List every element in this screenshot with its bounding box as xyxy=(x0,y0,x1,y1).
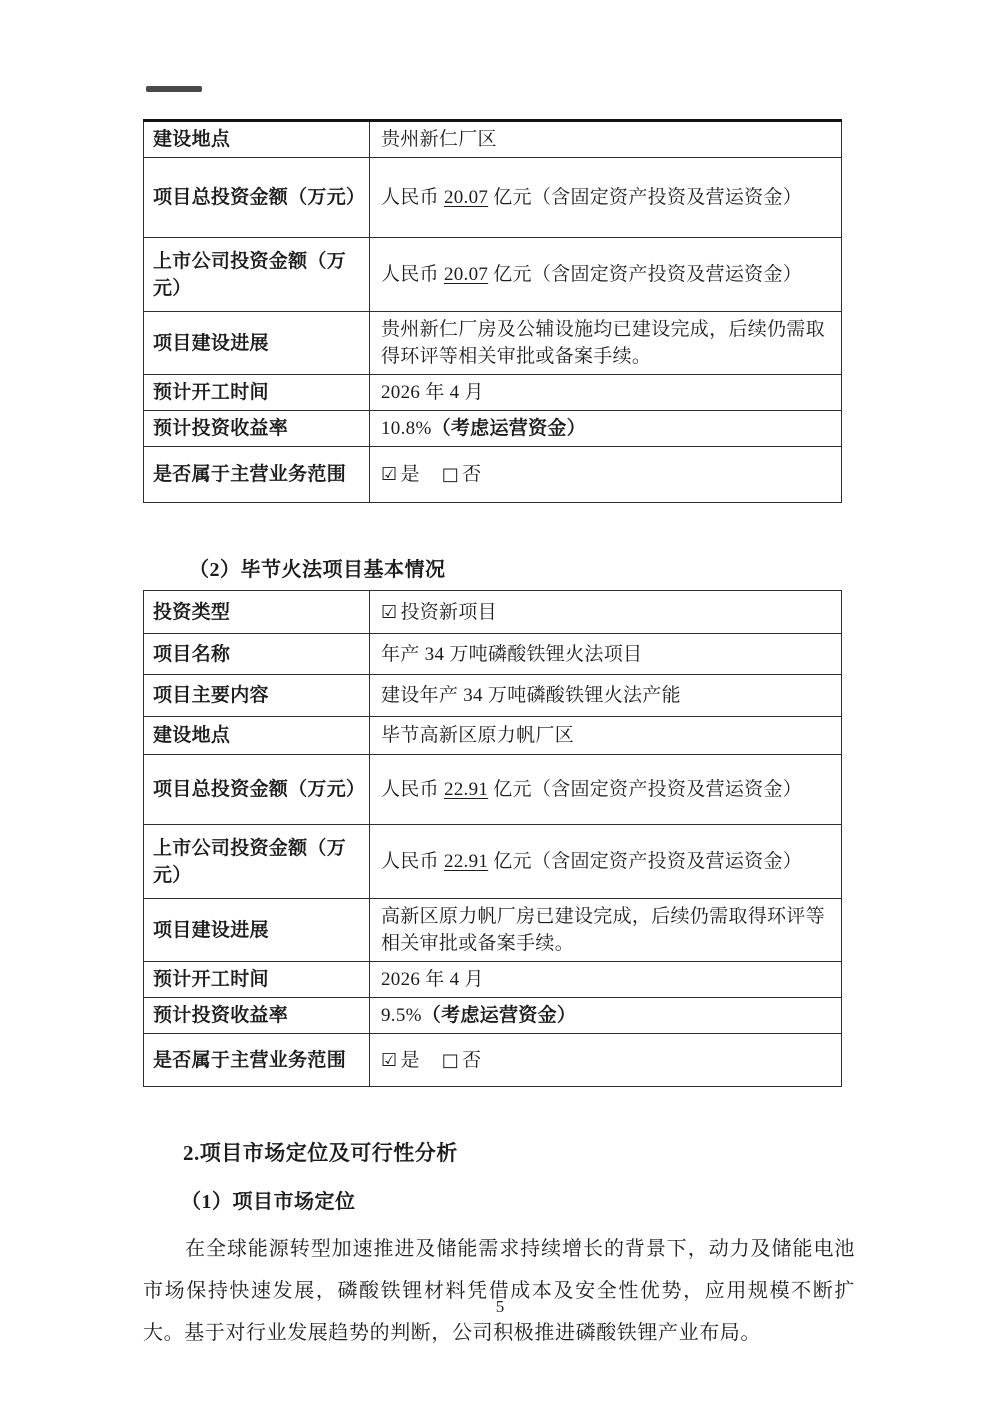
page-content xyxy=(143,119,855,1354)
row-label: 项目主要内容 xyxy=(144,675,370,717)
row-label: 预计投资收益率 xyxy=(144,998,370,1034)
subsection-heading-market-positioning: （1）项目市场定位 xyxy=(181,1191,356,1213)
row-value: 贵州新仁厂区 xyxy=(370,121,842,158)
table-row-construction-site xyxy=(144,717,842,755)
money-suffix: 亿元（含固定资产投资及营运资金） xyxy=(488,264,803,285)
row-value xyxy=(370,411,842,447)
table-row-expected-return xyxy=(144,998,842,1034)
section-heading-market-positioning-analysis: 2.项目市场定位及可行性分析 xyxy=(183,1141,458,1165)
percent-value: 9.5% xyxy=(381,1005,422,1026)
table-row-construction-site xyxy=(144,121,842,158)
money-amount-underlined: 22.91 xyxy=(443,779,489,800)
checkbox-unchecked-icon: □ xyxy=(441,464,460,485)
row-value xyxy=(370,238,842,312)
yes-option-label: 是 xyxy=(400,1049,420,1071)
money-suffix: 亿元（含固定资产投资及营运资金） xyxy=(488,851,803,872)
checkbox-checked-icon: ☑ xyxy=(381,601,398,623)
row-value xyxy=(370,591,842,634)
body-paragraph: 在全球能源转型加速推进及储能需求持续增长的背景下，动力及储能电池市场保持快速发展，磷酸铁锂材料凭借成本及安全性优势，应用规模不断扩大。基于对行业发展趋势的判断，公司积极推进磷酸铁锂产业布局。 xyxy=(143,1238,855,1344)
row-value xyxy=(370,447,842,503)
project-table-guizhou-xinren xyxy=(143,119,842,503)
row-label: 预计开工时间 xyxy=(144,962,370,998)
table-row-investment-type xyxy=(144,591,842,634)
row-label: 项目名称 xyxy=(144,634,370,675)
row-label: 项目总投资金额（万元） xyxy=(144,755,370,825)
row-label: 是否属于主营业务范围 xyxy=(144,447,370,503)
percent-note: （考虑运营资金） xyxy=(431,418,586,439)
row-value: 2026 年 4 月 xyxy=(370,962,842,998)
no-option-label: 否 xyxy=(462,1049,482,1071)
row-value: 年产 34 万吨磷酸铁锂火法项目 xyxy=(370,634,842,675)
table-row-listed-company-investment xyxy=(144,825,842,899)
row-value xyxy=(370,755,842,825)
row-label: 上市公司投资金额（万元） xyxy=(144,238,370,312)
row-label: 建设地点 xyxy=(144,717,370,755)
table-row-main-business-scope xyxy=(144,1034,842,1087)
checkbox-unchecked-icon: □ xyxy=(441,1049,460,1071)
money-prefix: 人民币 xyxy=(381,779,444,800)
money-amount-underlined: 20.07 xyxy=(443,187,489,208)
row-label: 建设地点 xyxy=(144,121,370,158)
money-prefix: 人民币 xyxy=(381,187,444,208)
row-value xyxy=(370,158,842,238)
table-row-construction-progress xyxy=(144,312,842,375)
project-table-bijie-huofa xyxy=(143,590,842,1087)
money-amount-underlined: 20.07 xyxy=(443,264,489,285)
table-row-expected-return xyxy=(144,411,842,447)
yes-option-label: 是 xyxy=(400,464,420,485)
percent-value: 10.8% xyxy=(381,418,432,439)
row-value xyxy=(370,998,842,1034)
row-label: 预计投资收益率 xyxy=(144,411,370,447)
row-label: 上市公司投资金额（万元） xyxy=(144,825,370,899)
checkbox-checked-icon: ☑ xyxy=(381,1049,398,1071)
investment-type-text: 投资新项目 xyxy=(400,601,497,623)
table-row-listed-company-investment xyxy=(144,238,842,312)
checkbox-checked-icon: ☑ xyxy=(381,464,398,485)
money-amount-underlined: 22.91 xyxy=(443,851,489,872)
money-suffix: 亿元（含固定资产投资及营运资金） xyxy=(488,187,803,208)
row-label: 是否属于主营业务范围 xyxy=(144,1034,370,1087)
scan-artifact-mark xyxy=(146,86,202,92)
table-row-project-main-content xyxy=(144,675,842,717)
table-row-start-date xyxy=(144,375,842,411)
table-row-project-name xyxy=(144,634,842,675)
row-value: 毕节高新区原力帆厂区 xyxy=(370,717,842,755)
row-value xyxy=(370,1034,842,1087)
table-row-total-investment xyxy=(144,755,842,825)
table-row-total-investment xyxy=(144,158,842,238)
row-value: 建设年产 34 万吨磷酸铁锂火法产能 xyxy=(370,675,842,717)
row-value xyxy=(370,825,842,899)
table2-heading: （2）毕节火法项目基本情况 xyxy=(189,559,446,581)
row-label: 项目总投资金额（万元） xyxy=(144,158,370,238)
row-value: 2026 年 4 月 xyxy=(370,375,842,411)
row-label: 预计开工时间 xyxy=(144,375,370,411)
percent-note: （考虑运营资金） xyxy=(421,1005,577,1026)
row-label: 项目建设进展 xyxy=(144,312,370,375)
row-label: 投资类型 xyxy=(144,591,370,634)
row-label: 项目建设进展 xyxy=(144,899,370,962)
row-value: 高新区原力帆厂房已建设完成，后续仍需取得环评等相关审批或备案手续。 xyxy=(370,899,842,962)
page-number: 5 xyxy=(495,1297,505,1316)
table-row-main-business-scope xyxy=(144,447,842,503)
table-row-construction-progress xyxy=(144,899,842,962)
row-value: 贵州新仁厂房及公辅设施均已建设完成，后续仍需取得环评等相关审批或备案手续。 xyxy=(370,312,842,375)
no-option-label: 否 xyxy=(462,464,482,485)
money-suffix: 亿元（含固定资产投资及营运资金） xyxy=(488,779,803,800)
money-prefix: 人民币 xyxy=(381,264,444,285)
table-row-start-date xyxy=(144,962,842,998)
money-prefix: 人民币 xyxy=(381,851,444,872)
